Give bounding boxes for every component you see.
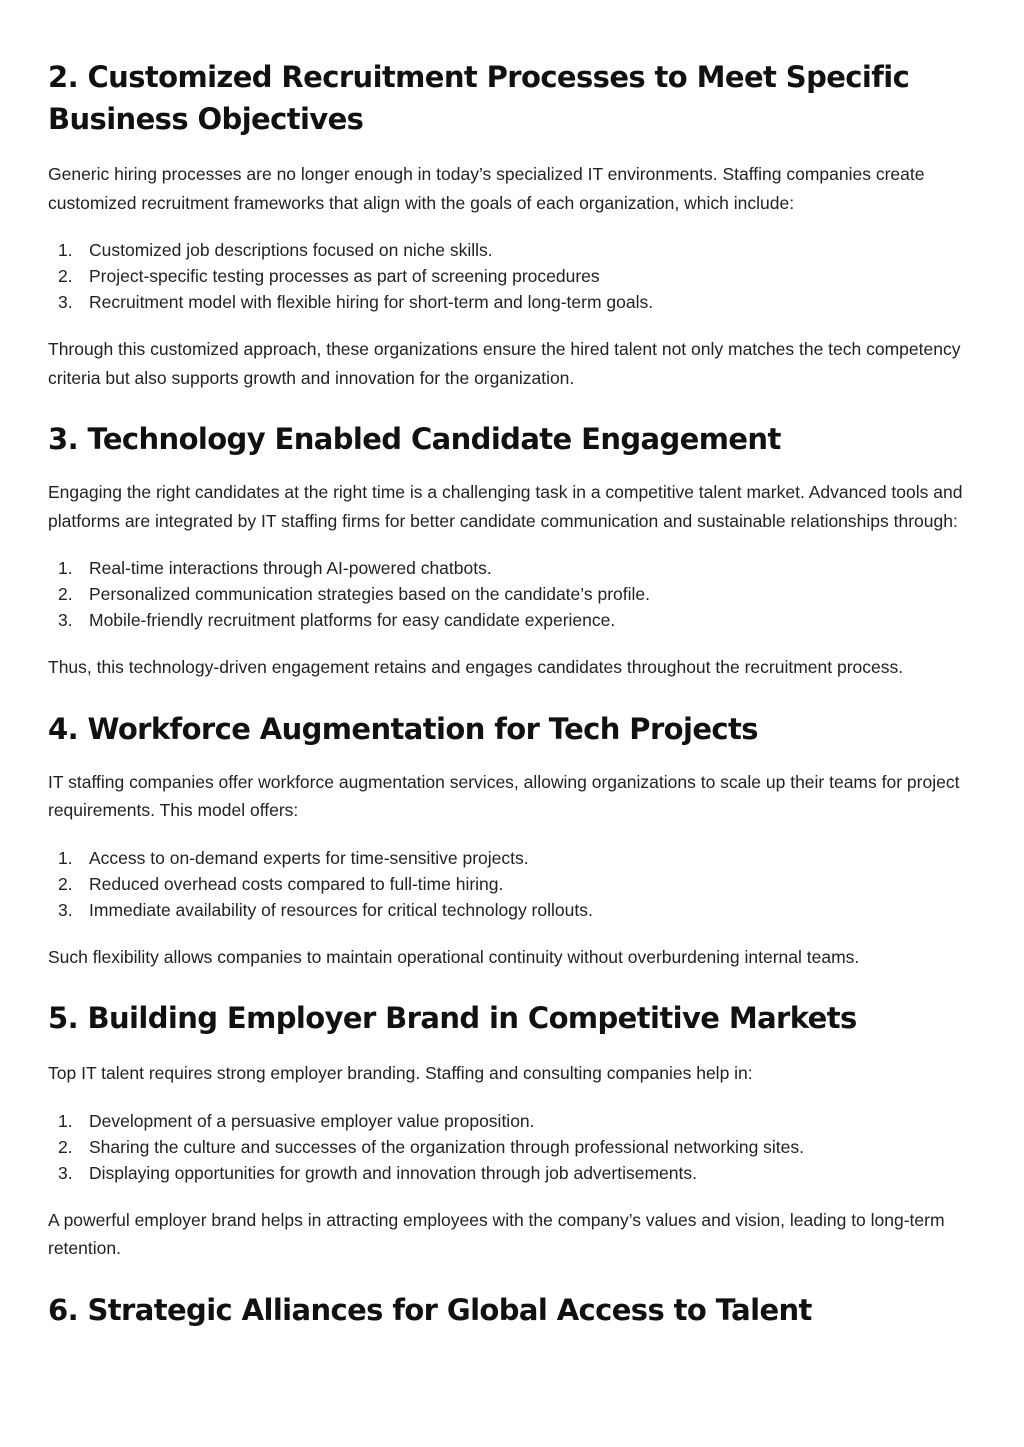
list-item <box>48 1134 978 1160</box>
list-item-text: Access to on-demand experts for time-sensitive projects. <box>89 847 529 868</box>
article-body <box>48 56 978 1331</box>
list-item <box>48 237 978 263</box>
list-number: 2. <box>58 584 73 604</box>
list-item-text: Sharing the culture and successes of the organization through professional networking sites. <box>89 1136 805 1157</box>
list-number: 1. <box>58 558 73 578</box>
section-2-list <box>48 237 978 315</box>
list-number: 2. <box>58 1136 73 1157</box>
section-3-outro: Thus, this technology-driven engagement retains and engages candidates throughout the recruitment process. <box>48 657 904 677</box>
list-number: 3. <box>58 1162 73 1183</box>
section-5-list <box>48 1108 978 1186</box>
list-item-text: Recruitment model with flexible hiring for short-term and long-term goals. <box>89 292 654 312</box>
list-number: 3. <box>58 610 73 630</box>
list-number: 2. <box>58 873 73 894</box>
section-2-outro: Through this customized approach, these organizations ensure the hired talent not only matches the tech competency criteria but also supports growth and innovation for the organization. <box>48 339 961 388</box>
section-3-list <box>48 555 978 633</box>
list-item-text: Displaying opportunities for growth and innovation through job advertisements. <box>89 1162 697 1183</box>
list-item <box>48 555 978 581</box>
list-item-text: Customized job descriptions focused on niche skills. <box>89 240 493 260</box>
list-item <box>48 845 978 871</box>
section-3-heading: 3. Technology Enabled Candidate Engagement <box>48 422 781 456</box>
list-number: 1. <box>58 847 73 868</box>
list-number: 3. <box>58 899 73 920</box>
section-2-heading: 2. Customized Recruitment Processes to Meet Specific Business Objectives <box>48 60 910 136</box>
section-5-intro: Top IT talent requires strong employer branding. Staffing and consulting companies help in: <box>48 1063 753 1083</box>
section-6-heading: 6. Strategic Alliances for Global Access to Talent <box>48 1292 812 1327</box>
section-4-heading: 4. Workforce Augmentation for Tech Projects <box>48 711 758 746</box>
section-5-heading: 5. Building Employer Brand in Competitive Markets <box>48 1001 857 1035</box>
section-4-list <box>48 845 978 923</box>
list-item <box>48 897 978 923</box>
list-item-text: Development of a persuasive employer value proposition. <box>89 1110 535 1131</box>
list-number: 2. <box>58 266 73 286</box>
list-item-text: Immediate availability of resources for critical technology rollouts. <box>89 899 593 920</box>
list-item-text: Reduced overhead costs compared to full-time hiring. <box>89 873 504 894</box>
list-item <box>48 1108 978 1134</box>
list-item <box>48 289 978 315</box>
section-3-intro: Engaging the right candidates at the right time is a challenging task in a competitive talent market. Advanced tools and platforms are integrated by IT staffing firms for better candidate communication and sustainable relationships through: <box>48 482 963 531</box>
list-item-text: Personalized communication strategies based on the candidate’s profile. <box>89 584 650 604</box>
list-number: 1. <box>58 240 73 260</box>
list-number: 1. <box>58 1110 73 1131</box>
list-item <box>48 871 978 897</box>
list-item <box>48 263 978 289</box>
list-item-text: Real-time interactions through AI-powered chatbots. <box>89 558 492 578</box>
section-4-intro: IT staffing companies offer workforce augmentation services, allowing organizations to scale up their teams for project requirements. This model offers: <box>48 771 960 820</box>
list-item <box>48 1160 978 1186</box>
list-item <box>48 581 978 607</box>
list-number: 3. <box>58 292 73 312</box>
list-item-text: Mobile-friendly recruitment platforms for easy candidate experience. <box>89 610 616 630</box>
list-item <box>48 607 978 633</box>
section-4-outro: Such flexibility allows companies to maintain operational continuity without overburdening internal teams. <box>48 946 860 967</box>
section-5-outro: A powerful employer brand helps in attracting employees with the company’s values and vision, leading to long-term retention. <box>48 1209 945 1258</box>
list-item-text: Project-specific testing processes as part of screening procedures <box>89 266 600 286</box>
section-2-intro: Generic hiring processes are no longer enough in today’s specialized IT environments. Staffing companies create customized recruitment frameworks that align with the goals of each organization, which include: <box>48 164 925 213</box>
